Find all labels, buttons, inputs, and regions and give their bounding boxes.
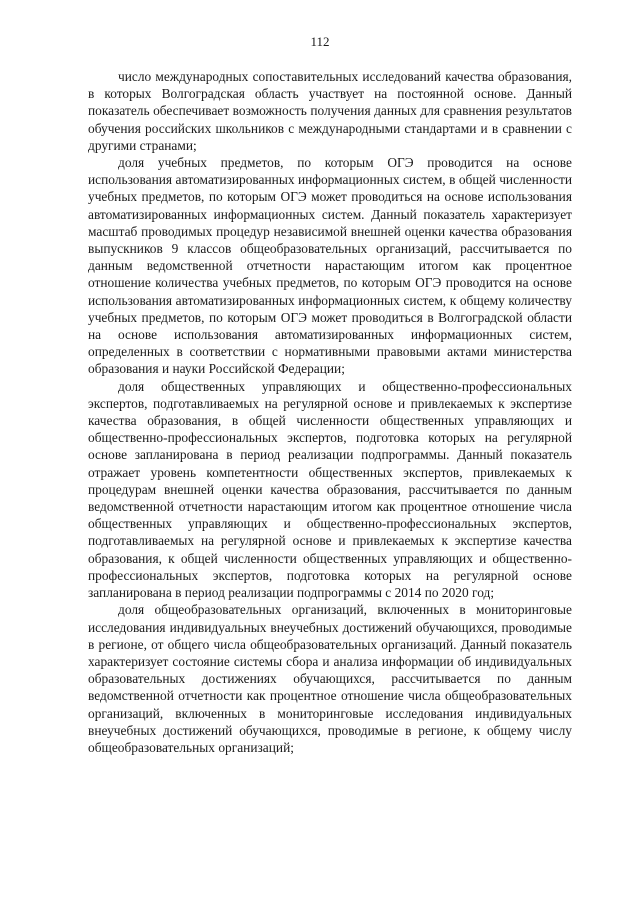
paragraph-public-experts: доля общественных управляющих и общественно-профессиональных экспертов, подготавливаемых на регулярной основе и привлекаемых к экспертизе качества образования, в общей численности общественных управляющих и общественно-профессиональных экспертов, подготовка которых на регулярной основе запланирована в период реализации подпрограммы. Данный показатель отражает уровень компетентности общественных экспертов, привлекаемых к процедурам внешней оценки качества образования, рассчитывается по данным ведомственной отчетности нарастающим итогом как процентное отношение числа общественных управляющих и общественно-профессиональных экспертов, подготавливаемых на регулярной основе и привлекаемых к экспертизе качества образования, к общей численности общественных управляющих и общественно-профессиональных экспертов, подготовка которых на регулярной основе запланирована в период реализации подпрограммы с 2014 по 2020 год; — [88, 378, 572, 601]
paragraph-monitoring-organizations: доля общеобразовательных организаций, включенных в мониторинговые исследования индивидуальных внеучебных достижений обучающихся, проводимые в регионе, от общего числа общеобразовательных организаций. Данный показатель характеризует состояние системы сбора и анализа информации об индивидуальных образовательных достижениях обучающихся, рассчитывается по данным ведомственной отчетности как процентное отношение числа общеобразовательных организаций, включенных в мониторинговые исследования индивидуальных внеучебных достижений обучающихся, проводимые в регионе, к общему числу общеобразовательных организаций; — [88, 602, 572, 755]
paragraph-oge-subjects: доля учебных предметов, по которым ОГЭ проводится на основе использования автоматизированных информационных систем, в общей численности учебных предметов, по которым ОГЭ может проводиться на основе использования автоматизированных информационных систем. Данный показатель характеризует масштаб проводимых процедур независимой внешней оценки качества образования выпускников 9 классов общеобразовательных организаций, рассчитывается по данным ведомственной отчетности нарастающим итогом как процентное отношение количества учебных предметов, по которым ОГЭ проводится на основе использования автоматизированных информационных систем, к общему количеству учебных предметов, по которым ОГЭ может проводиться в Волгоградской области на основе использования автоматизированных информационных систем, определенных в соответствии с нормативными правовыми актами министерства образования и науки Российской Федерации; — [88, 155, 572, 377]
page-number: 112 — [310, 34, 330, 49]
document-body — [88, 68, 572, 756]
paragraph-international-studies: число международных сопоставительных исследований качества образования, в которых Волгоградская область участвует на постоянной основе. Данный показатель обеспечивает возможность получения данных для сравнения результатов обучения российских школьников с международными стандартами и в сравнении с другими странами; — [88, 69, 572, 153]
